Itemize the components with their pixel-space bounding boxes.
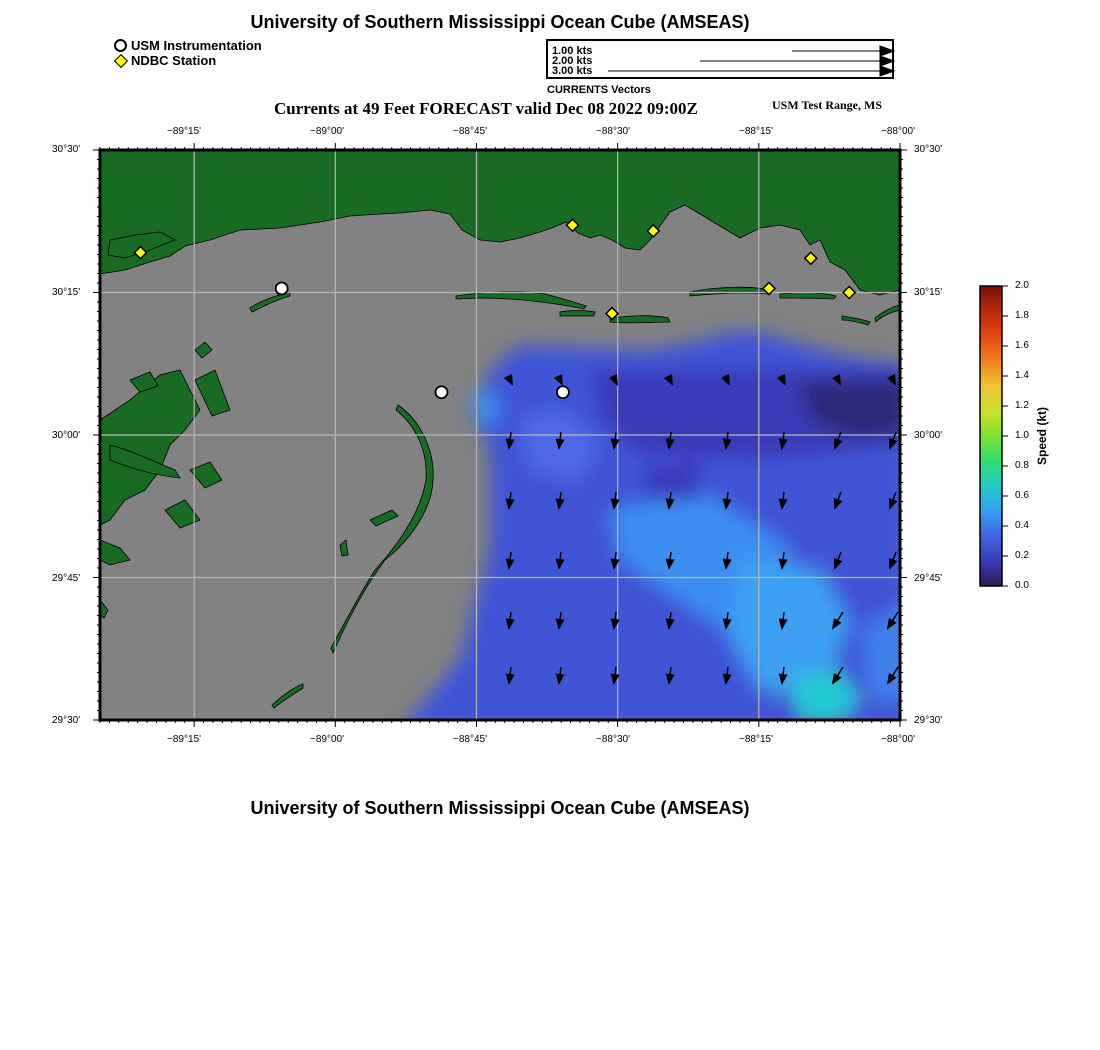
colorbar-tick-0.8: 0.8 xyxy=(1015,460,1029,471)
vector-legend-1kt: 1.00 kts xyxy=(552,45,593,57)
lon-tick-bottom-1: −89°00' xyxy=(310,734,344,745)
colorbar-tick-0.4: 0.4 xyxy=(1015,520,1029,531)
usm-station-1 xyxy=(435,386,447,398)
colorbar-label: Speed (kt) xyxy=(1035,407,1049,466)
lat-tick-left-2: 30°00' xyxy=(52,430,81,441)
colorbar xyxy=(975,280,1015,592)
colorbar-tick-1.2: 1.2 xyxy=(1015,400,1029,411)
vector-legend-2kt: 2.00 kts xyxy=(552,55,593,67)
lon-tick-top-2: −88°45' xyxy=(453,126,487,137)
lon-tick-bottom-5: −88°00' xyxy=(881,734,915,745)
colorbar-tick-0.2: 0.2 xyxy=(1015,550,1029,561)
lon-tick-top-0: −89°15' xyxy=(167,126,201,137)
colorbar-tick-0.0: 0.0 xyxy=(1015,580,1029,591)
lat-tick-right-2: 30°00' xyxy=(914,430,943,441)
colorbar-tick-2.0: 2.0 xyxy=(1015,280,1029,291)
lat-tick-right-3: 29°45' xyxy=(914,573,943,584)
lon-tick-bottom-3: −88°30' xyxy=(596,734,630,745)
lat-tick-left-3: 29°45' xyxy=(52,573,81,584)
colorbar-tick-0.6: 0.6 xyxy=(1015,490,1029,501)
lon-tick-top-5: −88°00' xyxy=(881,126,915,137)
lon-tick-top-1: −89°00' xyxy=(310,126,344,137)
page-title: University of Southern Mississippi Ocean Cube (AMSEAS) xyxy=(250,12,750,32)
lat-tick-left-1: 30°15' xyxy=(52,287,81,298)
legend-usm-label: USM Instrumentation xyxy=(131,38,262,53)
lon-tick-top-3: −88°30' xyxy=(596,126,630,137)
lon-tick-bottom-2: −88°45' xyxy=(453,734,487,745)
usm-station-2 xyxy=(557,386,569,398)
lat-tick-left-0: 30°30' xyxy=(52,144,81,155)
lon-tick-top-4: −88°15' xyxy=(739,126,773,137)
map-subtitle: Currents at 49 Feet FORECAST valid Dec 08 2022 09:00Z xyxy=(274,99,698,118)
lon-tick-bottom-0: −89°15' xyxy=(167,734,201,745)
usm-station-0 xyxy=(276,283,288,295)
colorbar-tick-1.4: 1.4 xyxy=(1015,370,1029,381)
lat-tick-right-4: 29°30' xyxy=(914,715,943,726)
colorbar-tick-1.6: 1.6 xyxy=(1015,340,1029,351)
lon-tick-bottom-4: −88°15' xyxy=(739,734,773,745)
legend-ndbc-label: NDBC Station xyxy=(131,53,217,68)
lat-tick-left-4: 29°30' xyxy=(52,715,81,726)
region-label: USM Test Range, MS xyxy=(772,98,883,112)
vector-legend-3kt: 3.00 kts xyxy=(552,65,593,77)
lat-tick-right-1: 30°15' xyxy=(914,287,943,298)
lat-tick-right-0: 30°30' xyxy=(914,144,943,155)
colorbar-tick-1.8: 1.8 xyxy=(1015,310,1029,321)
vector-legend-caption: CURRENTS Vectors xyxy=(547,84,651,96)
footer-title: University of Southern Mississippi Ocean Cube (AMSEAS) xyxy=(250,798,750,818)
colorbar-tick-1.0: 1.0 xyxy=(1015,430,1029,441)
